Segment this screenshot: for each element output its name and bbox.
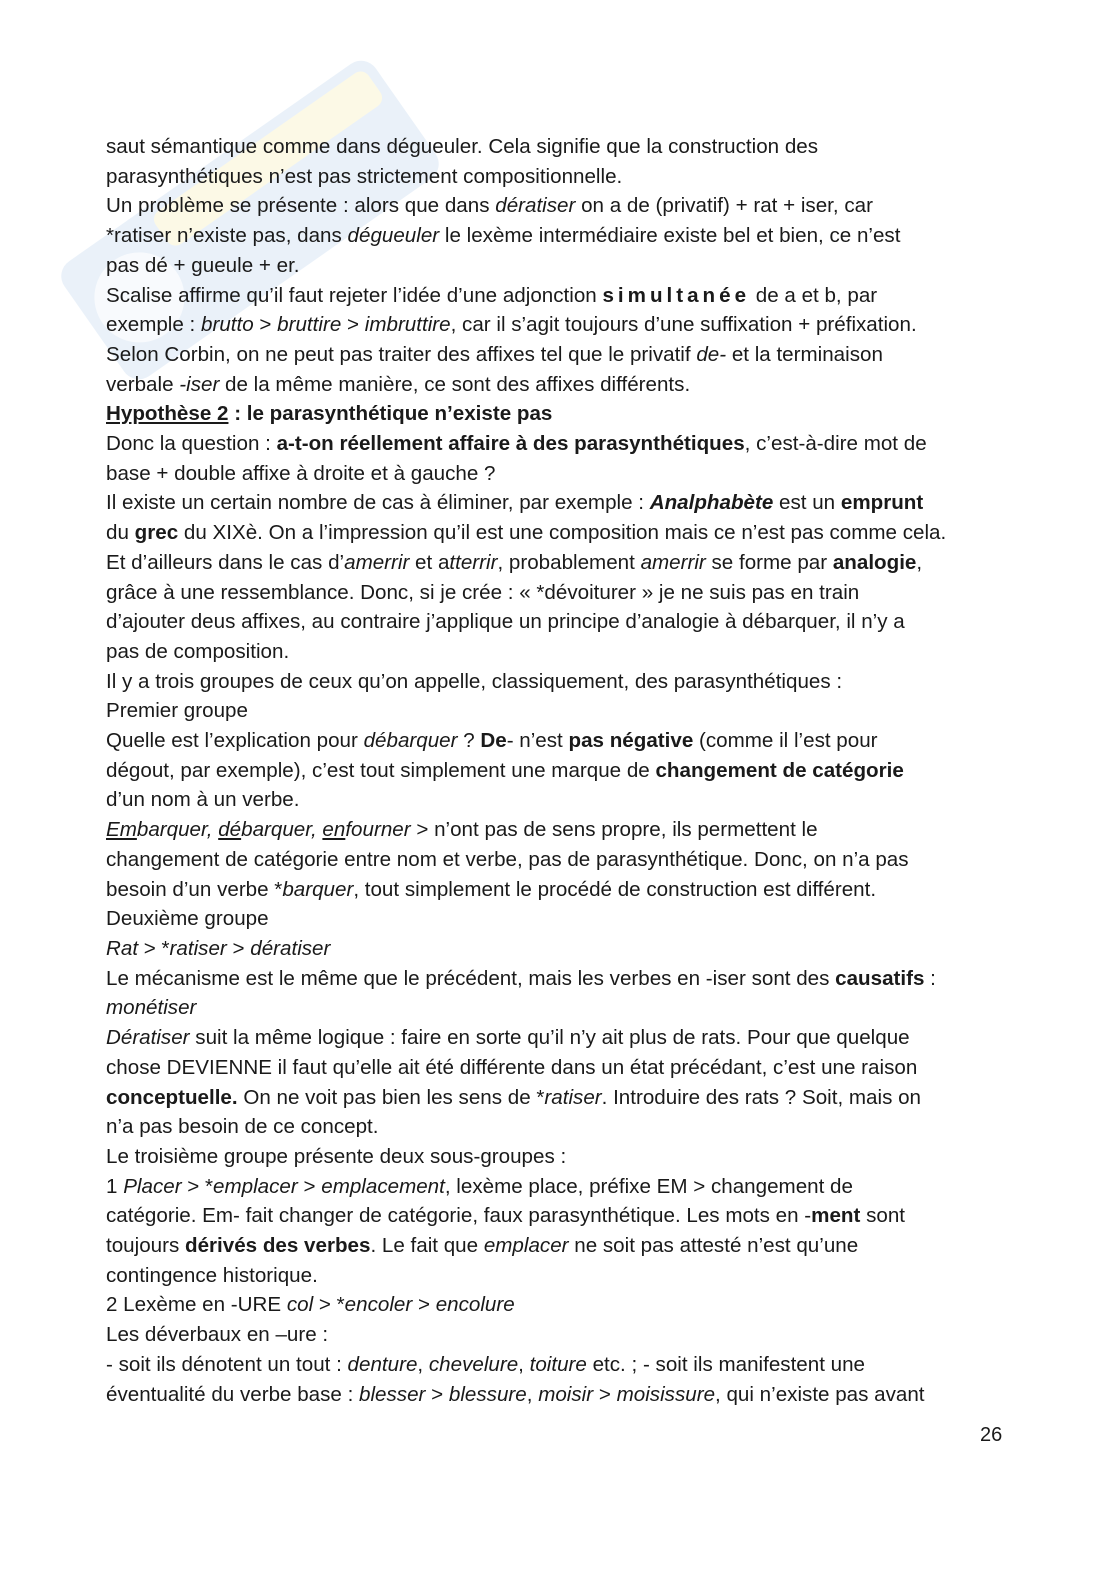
text-run: - soit ils dénotent un tout : bbox=[106, 1352, 348, 1376]
body-text bbox=[106, 132, 1011, 1409]
text-line bbox=[106, 1172, 1011, 1202]
text-line bbox=[106, 578, 1011, 608]
text-run: etc. ; - soit ils manifestent une bbox=[586, 1352, 865, 1376]
text-run: est un bbox=[773, 491, 841, 515]
text-line bbox=[106, 845, 1011, 875]
text-run: pas de composition. bbox=[106, 639, 290, 663]
text-line bbox=[106, 340, 1011, 370]
text-line bbox=[106, 726, 1011, 756]
text-run: ratiser bbox=[544, 1085, 602, 1109]
text-line bbox=[106, 1201, 1011, 1231]
text-run: moisir bbox=[538, 1382, 594, 1406]
text-run: Selon Corbin, on ne peut pas traiter des affixes tel que le privatif bbox=[106, 342, 697, 366]
text-run: moisissure bbox=[616, 1382, 716, 1406]
text-line bbox=[106, 518, 1011, 548]
text-run: > bbox=[593, 1382, 617, 1406]
text-line bbox=[106, 310, 1011, 340]
text-run: changement de catégorie bbox=[655, 758, 904, 782]
text-run: de a et b, par bbox=[750, 283, 878, 307]
text-run: De bbox=[480, 729, 507, 753]
text-line bbox=[106, 1380, 1011, 1410]
text-run: : bbox=[924, 966, 936, 990]
text-line bbox=[106, 399, 1011, 429]
text-run: Les déverbaux en –ure : bbox=[106, 1323, 329, 1347]
text-run: de la même manière, ce sont des affixes différents. bbox=[219, 372, 691, 396]
text-run: monétiser bbox=[106, 996, 197, 1020]
text-run: > bbox=[297, 1174, 322, 1198]
text-line bbox=[106, 667, 1011, 697]
text-line bbox=[106, 785, 1011, 815]
text-line bbox=[106, 1023, 1011, 1053]
text-run: conceptuelle. bbox=[106, 1085, 238, 1109]
text-run: Un problème se présente : alors que dans bbox=[106, 194, 496, 218]
text-run: grâce à une ressemblance. Donc, si je crée : « *dévoiturer » je ne suis pas en train bbox=[106, 580, 860, 604]
text-run: > * bbox=[313, 1293, 345, 1317]
text-run: pas dé + gueule + er. bbox=[106, 253, 300, 277]
text-run: base + double affixe à droite et à gauche ? bbox=[106, 461, 496, 485]
text-run: d’ajouter deus affixes, au contraire j’applique un principe d’analogie à débarquer, il n’y a bbox=[106, 610, 905, 634]
text-run: besoin d’un verbe * bbox=[106, 877, 283, 901]
text-run: Premier groupe bbox=[106, 699, 248, 723]
text-line bbox=[106, 875, 1011, 905]
text-run: encolure bbox=[435, 1293, 515, 1317]
text-run: Scalise affirme qu’il faut rejeter l’idée d’une adjonction bbox=[106, 283, 603, 307]
text-run: changement de catégorie entre nom et verbe, pas de parasynthétique. Donc, on n’a pas bbox=[106, 847, 909, 871]
text-run: > bbox=[425, 1382, 449, 1406]
text-run: saut sémantique comme dans dégueuler. Cela signifie que la construction des bbox=[106, 135, 819, 158]
text-run: barquer, bbox=[241, 818, 323, 842]
text-run: barquer bbox=[282, 877, 354, 901]
text-run: Rat bbox=[106, 936, 139, 960]
text-run: -iser bbox=[179, 372, 220, 396]
text-run: Et d’ailleurs dans le cas d’ bbox=[106, 550, 345, 574]
text-run: de- bbox=[696, 342, 727, 366]
text-run: ? bbox=[457, 729, 481, 753]
text-run: d’un nom à un verbe. bbox=[106, 788, 300, 812]
text-run: catégorie. Em- fait changer de catégorie, faux parasynthétique. Les mots en - bbox=[106, 1204, 812, 1228]
text-run: n’a pas besoin de ce concept. bbox=[106, 1115, 379, 1139]
text-run: en bbox=[322, 818, 346, 842]
text-run: grec bbox=[134, 521, 179, 545]
text-run: , bbox=[916, 550, 923, 574]
text-run: du bbox=[106, 521, 135, 545]
text-run: denture bbox=[347, 1352, 418, 1376]
text-run: , probablement bbox=[497, 550, 641, 574]
text-line bbox=[106, 162, 1011, 192]
text-line bbox=[106, 429, 1011, 459]
text-run: Hypothèse 2 bbox=[106, 402, 229, 426]
text-line bbox=[106, 1142, 1011, 1172]
text-run: imbruttire bbox=[364, 313, 451, 337]
text-line bbox=[106, 459, 1011, 489]
text-line bbox=[106, 756, 1011, 786]
text-line bbox=[106, 132, 1011, 162]
text-run: blesser bbox=[359, 1382, 426, 1406]
page-number: 26 bbox=[980, 1424, 1003, 1446]
text-run: dégout, par exemple), c’est tout simplement une marque de bbox=[106, 758, 656, 782]
text-run: . Le fait que bbox=[370, 1234, 484, 1258]
text-run: et la terminaison bbox=[726, 342, 883, 366]
text-run: , car il s’agit toujours d’une suffixation + préfixation. bbox=[450, 313, 917, 337]
text-run: 2 Lexème en -URE bbox=[106, 1293, 287, 1317]
text-run: dé bbox=[218, 818, 242, 842]
text-run: Le mécanisme est le même que le précédent, mais les verbes en -iser sont des bbox=[106, 966, 836, 990]
text-run: emplacement bbox=[321, 1174, 445, 1198]
text-run: (comme il l’est pour bbox=[693, 729, 878, 753]
text-line bbox=[106, 815, 1011, 845]
text-run: dégueuler bbox=[347, 224, 440, 248]
text-line bbox=[106, 370, 1011, 400]
text-run: du XIXè. On a l’impression qu’il est une composition mais ce n’est pas comme cela. bbox=[178, 521, 947, 545]
text-run: On ne voit pas bien les sens de * bbox=[237, 1085, 545, 1109]
text-run: , tout simplement le procédé de construction est différent. bbox=[353, 877, 877, 901]
text-run: toujours bbox=[106, 1234, 185, 1258]
text-run: suit la même logique : faire en sorte qu’il n’y ait plus de rats. Pour que quelque bbox=[189, 1026, 910, 1050]
text-run: toiture bbox=[529, 1352, 587, 1376]
text-run: parasynthétiques n’est pas strictement compositionnelle. bbox=[106, 164, 623, 188]
text-run: a-t-on réellement affaire à des parasynthétiques bbox=[276, 432, 745, 456]
text-run: dératiser bbox=[495, 194, 576, 218]
text-run: barquer, bbox=[136, 818, 219, 842]
text-run: causatifs bbox=[835, 966, 925, 990]
text-run: > bbox=[253, 313, 278, 337]
text-run: > n’ont pas de sens propre, ils permettent le bbox=[410, 818, 818, 842]
text-run: amerrir bbox=[640, 550, 706, 574]
text-run: simultanée bbox=[602, 283, 751, 307]
text-run: > bbox=[226, 936, 251, 960]
text-line bbox=[106, 1112, 1011, 1142]
text-run: , bbox=[518, 1352, 530, 1376]
text-run: se forme par bbox=[705, 550, 833, 574]
text-run: on a de (privatif) + rat + iser, car bbox=[575, 194, 873, 218]
text-run: , qui n’existe pas avant bbox=[715, 1382, 925, 1406]
text-run: Il existe un certain nombre de cas à éliminer, par exemple : bbox=[106, 491, 650, 515]
text-line bbox=[106, 964, 1011, 994]
text-run: , bbox=[526, 1382, 539, 1406]
text-run: Dératiser bbox=[106, 1026, 190, 1050]
text-line bbox=[106, 1053, 1011, 1083]
text-run: emplacer bbox=[213, 1174, 298, 1198]
text-run: ne soit pas attesté n’est qu’une bbox=[568, 1234, 859, 1258]
text-line bbox=[106, 1290, 1011, 1320]
text-run: encoler bbox=[344, 1293, 413, 1317]
text-line bbox=[106, 934, 1011, 964]
text-run: verbale bbox=[106, 372, 180, 396]
text-line bbox=[106, 1231, 1011, 1261]
text-run: > * bbox=[181, 1174, 214, 1198]
text-run: dératiser bbox=[250, 936, 331, 960]
text-run: . Introduire des rats ? Soit, mais on bbox=[601, 1085, 921, 1109]
text-run: chevelure bbox=[428, 1352, 519, 1376]
text-run: exemple : bbox=[106, 313, 202, 337]
text-line bbox=[106, 221, 1011, 251]
text-run: et a bbox=[409, 550, 450, 574]
text-run: fourner bbox=[345, 818, 411, 842]
text-line bbox=[106, 251, 1011, 281]
text-run: brutto bbox=[201, 313, 254, 337]
text-run: dérivés des verbes bbox=[185, 1234, 371, 1258]
text-run: éventualité du verbe base : bbox=[106, 1382, 360, 1406]
text-line bbox=[106, 607, 1011, 637]
text-run: Le troisième groupe présente deux sous-groupes : bbox=[106, 1144, 567, 1168]
text-run: Analphabète bbox=[649, 491, 774, 515]
text-run: Quelle est l’explication pour bbox=[106, 729, 364, 753]
text-run: bruttire bbox=[277, 313, 342, 337]
text-run: emprunt bbox=[840, 491, 924, 515]
text-run: blessure bbox=[448, 1382, 527, 1406]
text-run: le lexème intermédiaire existe bel et bien, ce n’est bbox=[439, 224, 901, 248]
text-run: analogie bbox=[832, 550, 917, 574]
text-run: pas négative bbox=[568, 729, 694, 753]
text-run: , lexème place, préfixe EM > changement de bbox=[444, 1174, 853, 1198]
text-run: contingence historique. bbox=[106, 1263, 318, 1287]
text-run: - n’est bbox=[506, 729, 569, 753]
text-run: > * bbox=[138, 936, 170, 960]
text-run: Deuxième groupe bbox=[106, 907, 269, 931]
text-line bbox=[106, 1083, 1011, 1113]
text-line bbox=[106, 696, 1011, 726]
text-line bbox=[106, 488, 1011, 518]
text-line bbox=[106, 904, 1011, 934]
text-line bbox=[106, 281, 1011, 311]
text-run: emplacer bbox=[483, 1234, 569, 1258]
text-run: tterrir bbox=[449, 550, 498, 574]
text-line bbox=[106, 637, 1011, 667]
text-run: , c’est-à-dire mot de bbox=[744, 432, 927, 456]
text-run: ment bbox=[811, 1204, 861, 1228]
text-run: Il y a trois groupes de ceux qu’on appelle, classiquement, des parasynthétiques : bbox=[106, 669, 843, 693]
text-line bbox=[106, 548, 1011, 578]
text-line bbox=[106, 1261, 1011, 1291]
text-run: 1 bbox=[106, 1174, 124, 1198]
text-run: Em bbox=[106, 818, 137, 842]
text-run: débarquer bbox=[363, 729, 458, 753]
text-run: > bbox=[412, 1293, 436, 1317]
text-line bbox=[106, 191, 1011, 221]
text-run: col bbox=[286, 1293, 314, 1317]
text-run: *ratiser n’existe pas, dans bbox=[106, 224, 348, 248]
text-run: ratiser bbox=[169, 936, 227, 960]
text-run: amerrir bbox=[344, 550, 410, 574]
text-run: Donc la question : bbox=[106, 432, 277, 456]
text-line bbox=[106, 1320, 1011, 1350]
text-run: chose DEVIENNE il faut qu’elle ait été différente dans un état précédant, c’est une raison bbox=[106, 1055, 918, 1079]
text-line bbox=[106, 1350, 1011, 1380]
text-run: , bbox=[417, 1352, 429, 1376]
text-run: sont bbox=[860, 1204, 906, 1228]
text-run: > bbox=[341, 313, 365, 337]
text-line bbox=[106, 993, 1011, 1023]
text-run: Placer bbox=[123, 1174, 182, 1198]
text-run: : le parasynthétique n’existe pas bbox=[228, 402, 553, 426]
